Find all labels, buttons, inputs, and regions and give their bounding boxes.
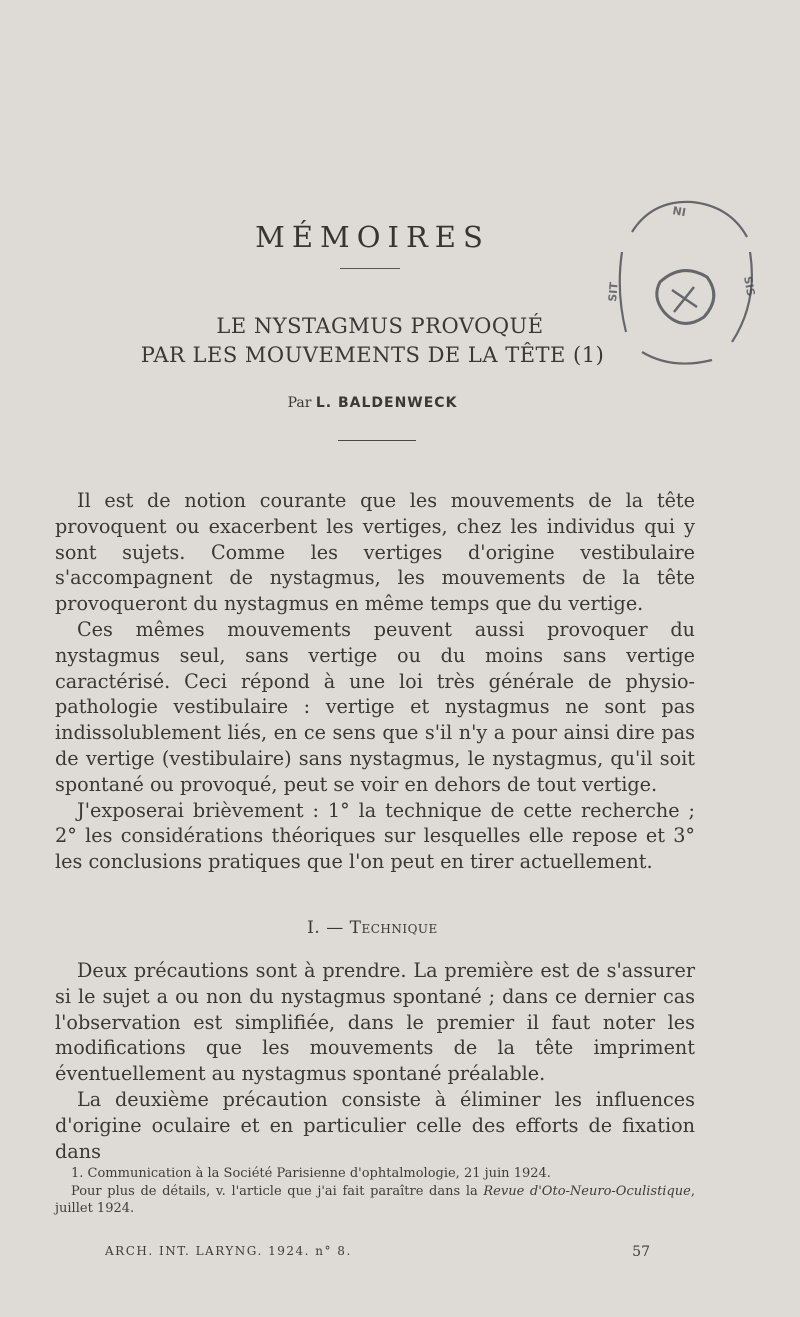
subheading-number: I. — <box>307 918 344 938</box>
svg-text:SIT: SIT <box>606 281 621 303</box>
intro-text <box>55 488 695 875</box>
footnote-2-journal: Revue d'Oto-Neuro-Oculistique <box>483 1183 691 1199</box>
paragraph: J'exposerai brièvement : 1° la technique de cette recherche ; 2° les considérations théoriques sur lesquelles elle repose et 3° les conclusions pratiques que l'on peut en tirer actuellement. <box>55 798 695 874</box>
page-footer <box>105 1244 650 1258</box>
footnote-2 <box>55 1183 695 1218</box>
technique-text <box>55 958 695 1164</box>
footnotes <box>55 1165 695 1218</box>
byline <box>0 395 745 411</box>
byline-rule <box>338 440 416 441</box>
footnote-2-text: Pour plus de détails, v. l'article que j'ai fait paraître dans la <box>71 1183 484 1199</box>
svg-text:SIS: SIS <box>741 275 758 298</box>
subheading <box>0 918 745 938</box>
paragraph: La deuxième précaution consiste à éliminer les influences d'origine oculaire et en particulier celle des efforts de fixation dans <box>55 1087 695 1163</box>
title-rule <box>340 268 400 269</box>
paragraph: Ces mêmes mouvements peuvent aussi provoquer du nystagmus seul, sans vertige ou du moins sans vertige caractérisé. Ceci répond à une loi très générale de physio-pathologie vestibulaire : vertige et nystagmus ne sont pas indissolublement liés, en ce sens que s'il n'y a pour ainsi dire pas de vertige (vestibulaire) sans nystagmus, le nystagmus, qu'il soit spontané ou provoqué, peut se voir en dehors de tout vertige. <box>55 617 695 796</box>
article-title-line-1: LE NYSTAGMUS PROVOQUÉ <box>216 314 544 338</box>
paragraph: Deux précautions sont à prendre. La première est de s'assurer si le sujet a ou non du nystagmus spontané ; dans ce dernier cas l'observation est simplifiée, dans le premier il faut noter les modifications que les mouvements de la tête impriment éventuellement au nystagmus spontané préalable. <box>55 959 695 1086</box>
section-title: MÉMOIRES <box>255 220 490 254</box>
page-number: 57 <box>632 1244 650 1260</box>
footnote-2-date: , juillet 1924. <box>55 1183 695 1216</box>
library-stamp <box>606 192 762 372</box>
svg-text:NI: NI <box>671 204 687 220</box>
article-title-line-2: PAR LES MOUVEMENTS DE LA TÊTE (1) <box>140 343 605 367</box>
paragraph: Il est de notion courante que les mouvements de la tête provoquent ou exacerbent les vertiges, chez les individus qui y sont sujets. Comme les vertiges d'origine vestibulaire s'accompagnent de nystagmus, les mouvements de la tête provoqueront du nystagmus en même temps que du vertige. <box>55 489 695 616</box>
journal-reference: ARCH. INT. LARYNG. 1924. n° 8. <box>105 1244 352 1258</box>
footnote-1: 1. Communication à la Société Parisienne d'ophtalmologie, 21 juin 1924. <box>71 1166 551 1181</box>
byline-prefix: Par <box>287 395 312 411</box>
author-name: L. BALDENWECK <box>315 395 458 411</box>
subheading-title: Technique <box>349 918 438 938</box>
